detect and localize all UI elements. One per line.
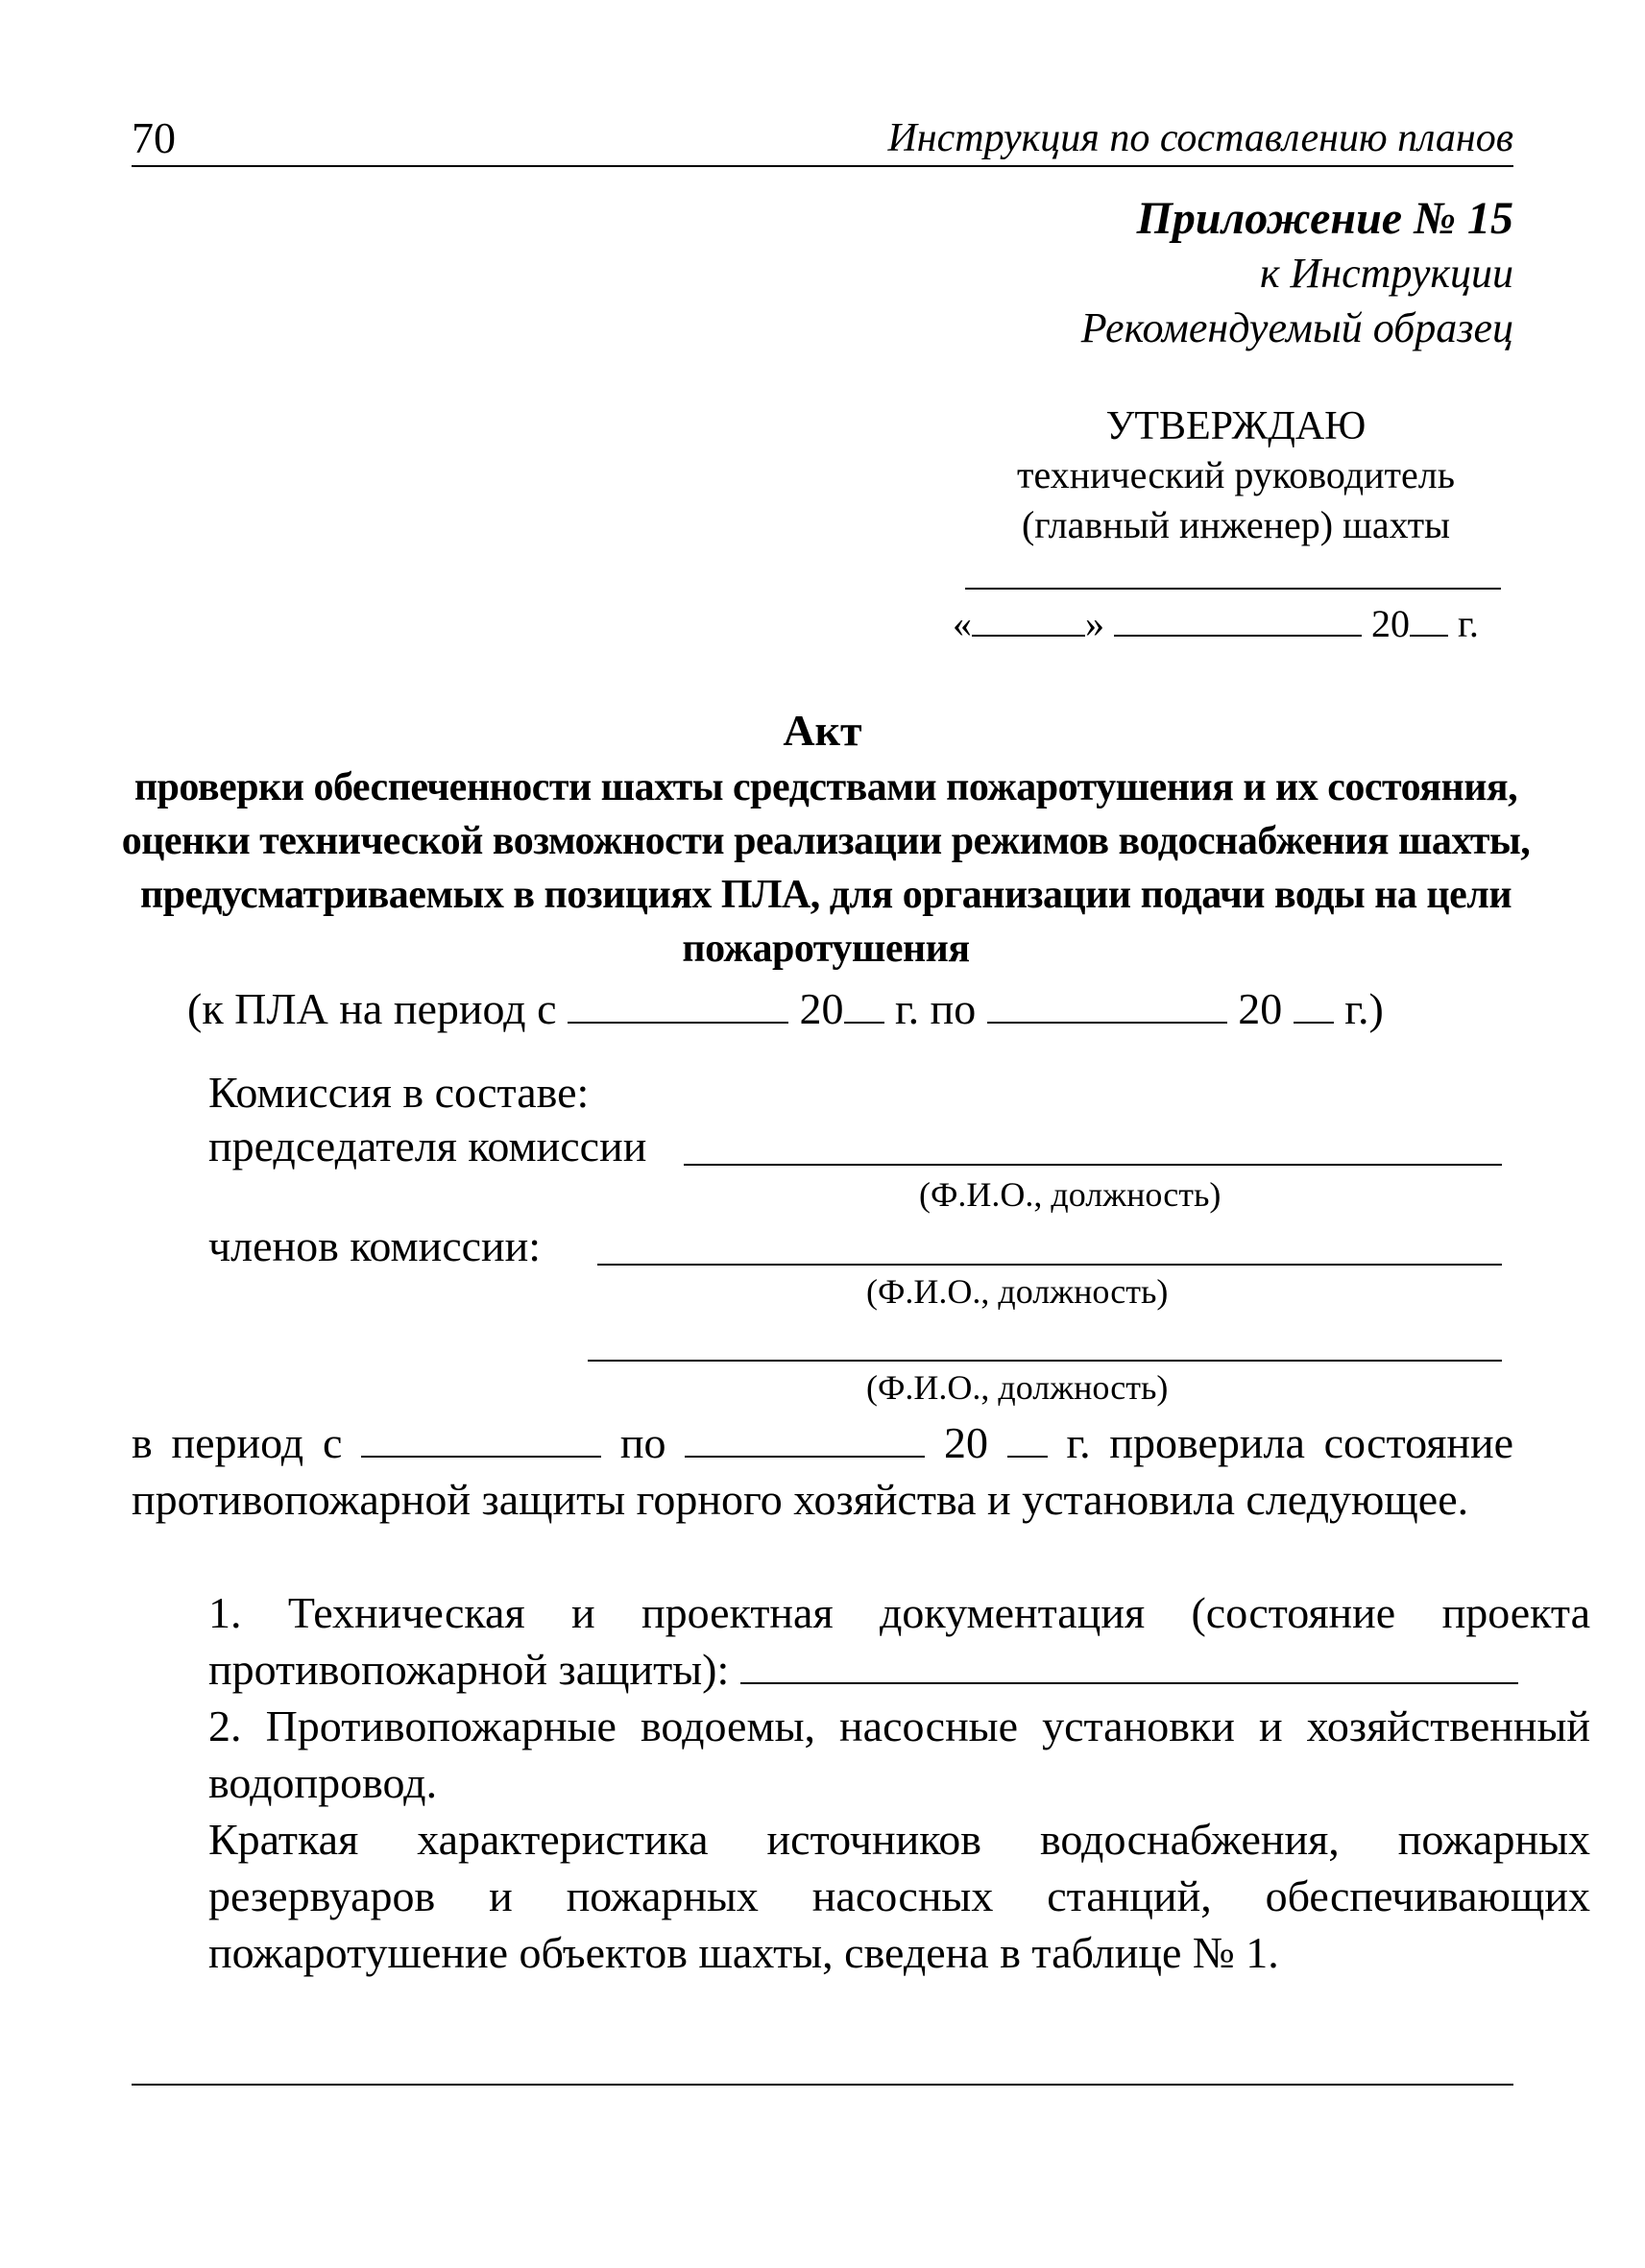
year-blank <box>1410 600 1448 637</box>
approval-word: УТВЕРЖДАЮ <box>1105 404 1367 448</box>
period-text-a: в период с <box>132 1418 343 1467</box>
inspection-year-blank <box>1007 1421 1048 1458</box>
act-subtitle: проверки обеспеченности шахты средствами пожаротушения и их состояния, оценки технической возможности реализации режимов водоснабжения шахты, предусматриваемых в позициях ПЛА, для организации подачи воды на цели пожаротушения <box>121 765 1531 971</box>
approval-line1: технический руководитель <box>1017 453 1455 496</box>
period-year2-blank <box>1294 987 1334 1024</box>
item1-blank <box>740 1648 1518 1684</box>
period-year1: 20 <box>799 984 844 1033</box>
period-text-d: г. проверила состояние противопожарной защиты горного хозяйства и установила следующее. <box>132 1418 1514 1524</box>
appendix-sample: Рекомендуемый образец <box>1080 304 1513 351</box>
date-close-quote: » <box>1085 602 1104 645</box>
period-prefix: (к ПЛА на период с <box>187 984 557 1033</box>
year-prefix: 20 <box>1371 602 1410 645</box>
period-mid: г. по <box>895 984 977 1033</box>
page-number: 70 <box>132 113 176 162</box>
commission-heading: Комиссия в составе: <box>208 1068 590 1117</box>
date-open-quote: « <box>953 602 972 645</box>
act-title: Акт <box>783 706 862 755</box>
member1-caption: (Ф.И.О., должность) <box>866 1272 1169 1311</box>
approval-date <box>953 600 1479 648</box>
item1-paragraph <box>132 1584 1590 1698</box>
header-rule <box>132 165 1513 167</box>
bottom-rule <box>132 2084 1513 2086</box>
appendix-subtitle: к Инструкции <box>1259 250 1513 297</box>
chair-label: председателя комиссии <box>208 1122 647 1170</box>
period-text-c: 20 <box>943 1418 988 1467</box>
chair-caption: (Ф.И.О., должность) <box>919 1175 1222 1214</box>
inspection-end-blank <box>685 1421 925 1458</box>
period-paragraph <box>132 1414 1513 1528</box>
act-period <box>187 981 1384 1037</box>
running-title: Инструкция по составлению планов <box>887 116 1513 160</box>
period-start-blank <box>568 987 788 1024</box>
member2-caption: (Ф.И.О., должность) <box>866 1368 1169 1407</box>
period-year2: 20 <box>1238 984 1283 1033</box>
item2-paragraph: 2. Противопожарные водоемы, насосные установки и хозяйственный водопровод. <box>208 1701 1590 1807</box>
month-blank <box>1114 600 1362 637</box>
item1-text: 1. Техническая и проектная документация (состояние проекта противопожарной защиты): <box>208 1588 1590 1694</box>
approval-signature-line <box>965 588 1501 590</box>
item3-paragraph: Краткая характеристика источников водоснабжения, пожарных резервуаров и пожарных насосных станций, обеспечивающих пожаротушение объектов шахты, сведена в таблице № 1. <box>208 1815 1590 1977</box>
day-blank <box>972 600 1085 637</box>
period-suffix: г.) <box>1344 984 1384 1033</box>
appendix-title: Приложение № 15 <box>1136 193 1513 244</box>
inspection-start-blank <box>361 1421 601 1458</box>
period-year1-blank <box>844 987 884 1024</box>
members-label: членов комиссии: <box>208 1221 542 1270</box>
member2-blank-line <box>588 1360 1502 1362</box>
period-end-blank <box>987 987 1227 1024</box>
year-suffix: г. <box>1458 602 1479 645</box>
chair-blank-line <box>684 1164 1502 1166</box>
member1-blank-line <box>597 1264 1502 1266</box>
approval-line2: (главный инженер) шахты <box>1021 503 1451 546</box>
period-text-b: по <box>619 1418 666 1467</box>
